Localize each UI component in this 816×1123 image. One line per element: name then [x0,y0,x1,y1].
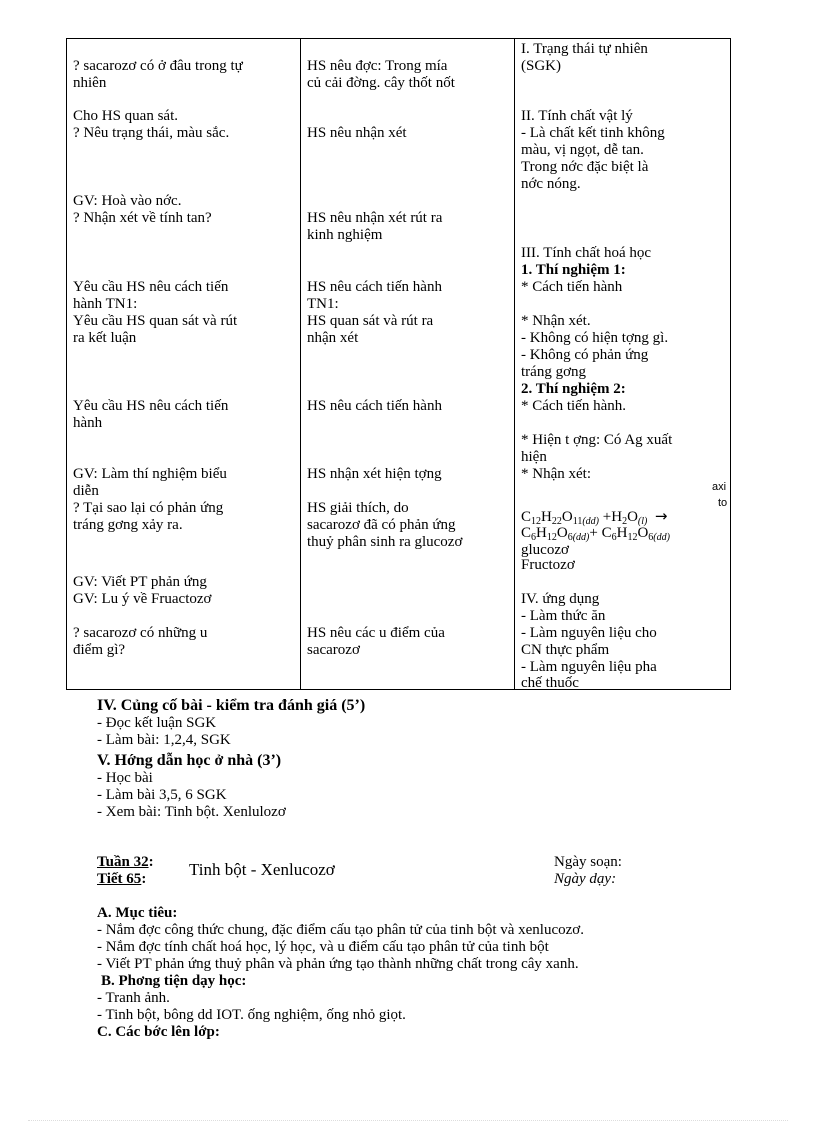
cell-text: CN thực phẩm [521,642,610,658]
section-line: - Viết PT phản ứng thuỷ phân và phản ứng tạo thành những chất trong cây xanh. [97,956,579,972]
equation-products: $C_6H_{12}O_{6(dd)}+ C_6H_{12}O_{6(dd)}$ [521,525,670,543]
cell-text: ? Nêu trạng thái, màu sắc. [73,125,230,141]
reaction-condition: axi [712,481,727,493]
cell-text: màu, vị ngọt, dễ tan. [521,142,644,158]
section-line: - Tranh ảnh. [97,990,170,1006]
cell-text: glucozơ [521,542,569,558]
cell-text: ra kết luận [73,330,137,346]
cell-text: sacarozơ đã có phản ứng [307,517,456,533]
date-taught-label: Ngày dạy: [554,871,617,887]
cell-text: III. Tính chất hoá học [521,245,652,261]
cell-text: GV: Lu ý về Fruactozơ [73,591,212,607]
cell-text: nớc nóng. [521,176,581,192]
cell-text: ? sacarozơ có những u [73,625,208,641]
cell-text: Cho HS quan sát. [73,108,178,124]
cell-text: - Không có hiện tợng gì. [521,330,669,346]
cell-text: củ cải đờng. cây thốt nốt [307,75,455,91]
cell-text: * Nhận xét. [521,313,591,329]
cell-text: hành [73,415,103,431]
cell-text: * Nhận xét: [521,466,591,482]
cell-text: HS nêu cách tiến hành [307,279,442,295]
cell-text: - Làm thức ăn [521,608,606,624]
cell-text: - Là chất kết tinh không [521,125,665,141]
cell-text: II. Tính chất vật lý [521,108,633,124]
cell-text: tráng gơng [521,364,587,380]
cell-text: Yêu cầu HS nêu cách tiến [73,279,229,295]
cell-text: TN1: [307,296,339,312]
cell-text: * Cách tiến hành [521,279,623,295]
week-label: Tuần 32: [97,854,154,870]
cell-text: hành TN1: [73,296,138,312]
cell-text: ? Nhận xét về tính tan? [73,210,212,226]
cell-text: thuỷ phân sinh ra glucozơ [307,534,463,550]
cell-text: ? Tại sao lại có phản ứng [73,500,224,516]
table-divider [300,39,301,689]
section-heading: A. Mục tiêu: [97,905,178,921]
cell-text: sacarozơ [307,642,360,658]
cell-text: HS nêu các u điểm của [307,625,445,641]
cell-text: nhiên [73,75,107,91]
section-heading: C. Các bớc lên lớp: [97,1024,220,1040]
cell-text: HS nhận xét hiện tợng [307,466,442,482]
cell-text: hiện [521,449,547,465]
cell-text: HS nêu nhận xét [307,125,407,141]
cell-text: Trong nớc đặc biệt là [521,159,649,175]
cell-text: - Làm nguyên liệu cho [521,625,657,641]
reaction-condition: to [718,497,728,509]
section-line: - Nắm đợc công thức chung, đặc điểm cấu tạo phân tử của tinh bột và xenlucozơ. [97,922,584,938]
section-line: - Làm bài: 1,2,4, SGK [97,732,231,748]
section-heading: V. Hớng dẫn học ở nhà (3’) [97,752,282,769]
cell-text: HS quan sát và rút ra [307,313,434,329]
cell-text: GV: Viết PT phản ứng [73,574,207,590]
cell-text: diễn [73,483,99,499]
cell-text: điểm gì? [73,642,126,658]
period-label: Tiết 65: [97,871,147,887]
cell-text: - Làm nguyên liệu pha [521,659,657,675]
cell-text: I. Trạng thái tự nhiên [521,41,648,57]
cell-text: kinh nghiệm [307,227,383,243]
lesson-title: Tinh bột - Xenlucozơ [189,860,335,879]
cell-text: (SGK) [521,58,561,74]
cell-text: GV: Hoà vào nớc. [73,193,182,209]
cell-text: HS nêu đợc: Trong mía [307,58,448,74]
cell-text: IV. ứng dụng [521,591,600,607]
section-heading: B. Phơng tiện dạy học: [101,973,247,989]
date-prepared-label: Ngày soạn: [554,854,622,870]
cell-text: Yêu cầu HS quan sát và rút [73,313,238,329]
cell-text: * Cách tiến hành. [521,398,626,414]
cell-text: * Hiện t ợng: Có Ag xuất [521,432,673,448]
footer-rule [28,1120,788,1121]
equation-reactants: $C_{12}H_{22}O_{11(dd)} +H_2O_{(l)}$ → [521,507,668,527]
section-line: - Đọc kết luận SGK [97,715,217,731]
cell-heading: 2. Thí nghiệm 2: [521,381,626,397]
cell-text: nhận xét [307,330,359,346]
cell-text: GV: Làm thí nghiệm biểu [73,466,227,482]
cell-text: - Không có phản ứng [521,347,649,363]
cell-text: HS giải thích, do [307,500,409,516]
cell-text: tráng gơng xảy ra. [73,517,183,533]
cell-text: HS nêu nhận xét rút ra [307,210,443,226]
cell-text: Fructozơ [521,557,575,573]
section-heading: IV. Củng cố bài - kiểm tra đánh giá (5’) [97,697,366,714]
cell-text: ? sacarozơ có ở đâu trong tự [73,58,243,74]
cell-text: Yêu cầu HS nêu cách tiến [73,398,229,414]
section-line: - Học bài [97,770,153,786]
cell-text: chế thuốc [521,675,579,691]
section-line: - Tinh bột, bông dd IOT. ống nghiệm, ống nhỏ giọt. [97,1007,406,1023]
section-line: - Làm bài 3,5, 6 SGK [97,787,227,803]
section-line: - Nắm đợc tính chất hoá học, lý học, và u điểm cấu tạo phân tử của tinh bột [97,939,549,955]
section-line: - Xem bài: Tinh bột. Xenlulozơ [97,804,286,820]
table-divider [514,39,515,689]
cell-text: HS nêu cách tiến hành [307,398,442,414]
cell-heading: 1. Thí nghiệm 1: [521,262,626,278]
